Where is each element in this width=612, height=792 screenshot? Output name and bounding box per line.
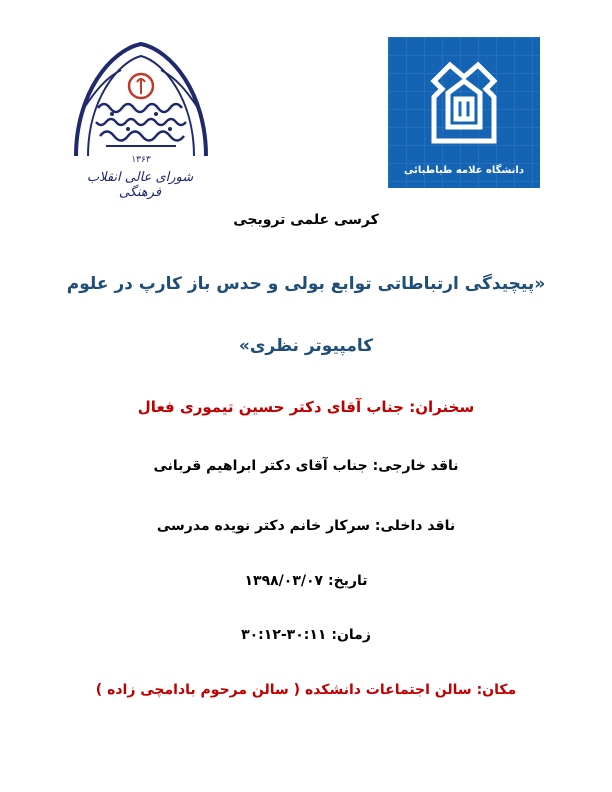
date-label: تاریخ: xyxy=(327,573,368,589)
internal-critic-name: سرکار خانم دکتر نویده مدرسی xyxy=(156,518,371,534)
council-logo-caption: شورای عالی انقلاب فرهنگی xyxy=(86,170,194,200)
external-critic-name: جناب آقای دکتر ابراهیم قربانی xyxy=(153,458,368,474)
external-critic-line xyxy=(0,458,612,474)
time-line xyxy=(0,627,612,643)
date-line xyxy=(0,573,612,589)
external-critic-label: ناقد خارجی: xyxy=(372,458,459,474)
date-value: ۱۳۹۸/۰۳/۰۷ xyxy=(244,573,324,589)
time-value: ۳۰:۱۲-۳۰:۱۱ xyxy=(241,627,327,643)
council-calligraphy-logo-icon xyxy=(66,38,216,168)
speaker-line xyxy=(0,398,612,416)
talk-title-line-1: «پیچیدگی ارتباطاتی توابع بولی و حدس باز کارپ در علوم xyxy=(66,274,546,294)
university-logo-caption: دانشگاه علامه طباطبائی xyxy=(404,165,524,176)
council-logo-year: ۱۳۶۳ xyxy=(131,155,151,165)
talk-title-line-2: کامپیوتر نظری» xyxy=(238,336,374,356)
series-heading: کرسی علمی ترویجی xyxy=(233,212,379,228)
internal-critic-line xyxy=(0,518,612,534)
university-logo xyxy=(388,37,540,188)
place-value: سالن اجتماعات دانشکده ( سالن مرحوم بادامچی زاده ) xyxy=(95,682,472,698)
internal-critic-label: ناقد داخلی: xyxy=(374,518,456,534)
speaker-name: جناب آقای دکتر حسین تیموری فعال xyxy=(137,398,404,416)
place-line xyxy=(0,682,612,698)
time-label: زمان: xyxy=(331,627,371,643)
speaker-label: سخنران: xyxy=(409,398,475,416)
place-label: مکان: xyxy=(476,682,517,698)
university-emblem-icon xyxy=(388,37,540,188)
